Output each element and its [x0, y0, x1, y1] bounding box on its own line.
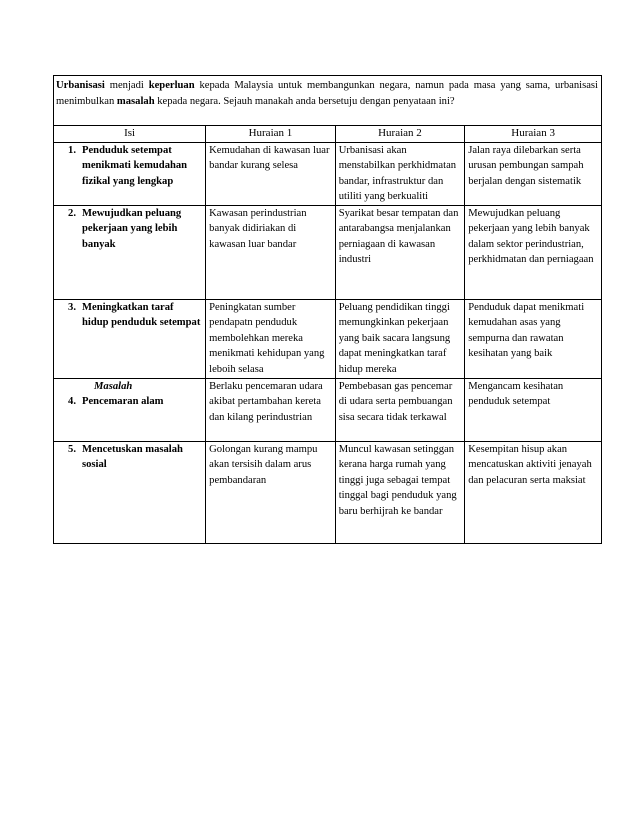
isi-text: Mencetuskan masalah sosial [82, 443, 183, 470]
question-row [54, 76, 602, 126]
header-huraian-1: Huraian 1 [206, 126, 336, 143]
table-row [54, 205, 602, 299]
header-row [54, 126, 602, 143]
huraian-1-cell: Berlaku pencemaran udara akibat pertambahan kereta dan kilang perindustrian [206, 378, 336, 441]
huraian-3-cell: Penduduk dapat menikmati kemudahan asas yang sempurna dan rawatan kesihatan yang baik [465, 299, 602, 378]
huraian-2-cell: Peluang pendidikan tinggi memungkinkan pekerjaan yang baik sacara langsung dapat meningkatkan taraf hidup mereka [335, 299, 465, 378]
header-huraian-2: Huraian 2 [335, 126, 465, 143]
isi-number: 4. [68, 396, 76, 407]
document-page [53, 75, 602, 544]
huraian-2-cell: Muncul kawasan setinggan kerana harga rumah yang tinggi juga sebagai tempat tinggal bagi penduduk yang baru berhijrah ke bandar [335, 441, 465, 543]
huraian-1-cell: Kawasan perindustrian banyak didiriakan di kawasan luar bandar [206, 205, 336, 299]
isi-number: 3. [68, 301, 76, 313]
huraian-3-cell: Kesempitan hisup akan mencatuskan aktiviti jenayah dan pelacuran serta maksiat [465, 441, 602, 543]
question-keyword-keperluan: keperluan [148, 80, 195, 91]
question-text-part: kepada negara. Sejauh manakah anda bersetuju dengan penyataan ini? [154, 95, 455, 107]
isi-cell [54, 299, 206, 378]
table-row [54, 378, 602, 441]
masalah-label: Masalah [94, 380, 133, 392]
header-isi: Isi [54, 126, 206, 143]
essay-table [53, 75, 602, 544]
isi-number: 1. [68, 144, 76, 156]
table-row [54, 142, 602, 205]
table-row [54, 441, 602, 543]
huraian-1-cell: Peningkatan sumber pendapatn penduduk membolehkan mereka menikmati kehidupan yang leboih selasa [206, 299, 336, 378]
question-keyword-urbanisasi: Urbanisasi [56, 80, 105, 91]
isi-text: Mewujudkan peluang pekerjaan yang lebih banyak [82, 207, 182, 250]
isi-number: 5. [68, 443, 76, 455]
isi-cell [54, 378, 206, 441]
huraian-3-cell: Mewujudkan peluang pekerjaan yang lebih banyak dalam sektor perindustrian, perkhidmatan dan perniagaan [465, 205, 602, 299]
question-text-part: menjadi [104, 80, 149, 91]
header-huraian-3: Huraian 3 [465, 126, 602, 143]
isi-cell [54, 441, 206, 543]
table-row [54, 299, 602, 378]
huraian-2-cell: Syarikat besar tempatan dan antarabangsa menjalankan perniagaan di kawasan industri [335, 205, 465, 299]
isi-text: Penduduk setempat menikmati kemudahan fizikal yang lengkap [82, 144, 188, 187]
huraian-2-cell: Urbanisasi akan menstabilkan perkhidmatan bandar, infrastruktur dan utiliti yang berkualiti [335, 142, 465, 205]
huraian-1-cell: Golongan kurang mampu akan tersisih dalam arus pembandaran [206, 441, 336, 543]
question-cell [54, 76, 602, 126]
question-keyword-masalah: masalah [116, 95, 155, 107]
huraian-3-cell: Mengancam kesihatan penduduk setempat [465, 378, 602, 441]
huraian-3-cell: Jalan raya dilebarkan serta urusan pembungan sampah berjalan dengan sistematik [465, 142, 602, 205]
isi-text: Pencemaran alam [82, 396, 164, 407]
question-text-part: kepada Malaysia untuk membangunkan negara, namun pada masa yang sama, urbanisasi menimbulkan [56, 80, 598, 107]
huraian-1-cell: Kemudahan di kawasan luar bandar kurang selesa [206, 142, 336, 205]
isi-number: 2. [68, 207, 76, 219]
huraian-2-cell: Pembebasan gas pencemar di udara serta pembuangan sisa secara tidak terkawal [335, 378, 465, 441]
isi-cell [54, 142, 206, 205]
isi-cell [54, 205, 206, 299]
isi-text: Meningkatkan taraf hidup penduduk setempat [82, 301, 201, 328]
